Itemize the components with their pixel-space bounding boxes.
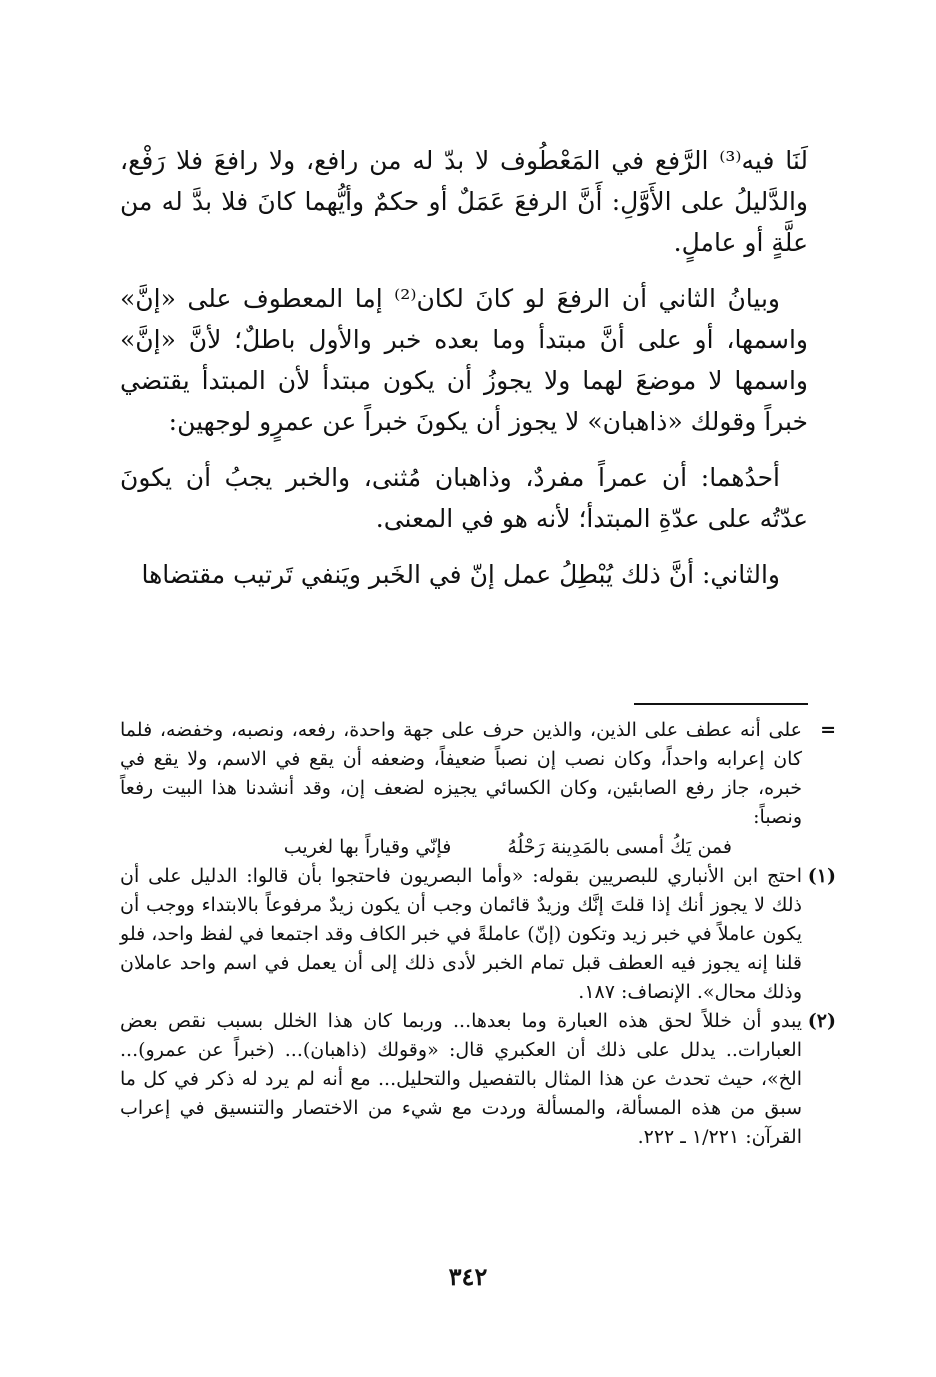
main-text: [120, 140, 808, 610]
footnote-continuation: [120, 716, 836, 832]
paragraph: وبيانُ الثاني أن الرفعَ لو كانَ لكان⁽²⁾ إما المعطوف على «إنَّ» واسمها، أو على أنَّ مبتدأ وما بعده خبر والأول باطلٌ؛ لأنَّ «إنَّ» واسمها لا موضعَ لهما ولا يجوزُ أن يكون مبتدأ لأن المبتدأ يقتضي خبراً وقولك «ذاهبان» لا يجوز أن يكونَ خبراً عن عمرٍو لوجهين:: [120, 284, 808, 436]
poetry-verse: [120, 832, 836, 862]
footnote-1: [120, 862, 836, 1007]
paragraph: لَنَا فيه⁽³⁾ الرَّفع في المَعْطُوف لا بدّ له من رافع، ولا رافعَ فلا رَفْع، والدَّليلُ على الأَوَّلِ: أَنَّ الرفعَ عَمَلٌ أو حكمٌ وأيُّهما كانَ فلا بدَّ له من علَّةٍ أو عاملٍ.: [120, 146, 808, 257]
paragraph: والثاني: أنَّ ذلك يُبْطِلُ عمل إنّ في الخَبر ويَنفي تَرتيب مقتضاها: [141, 560, 780, 589]
footnotes: [120, 716, 836, 1152]
page-number: ٣٤٢: [448, 1262, 488, 1291]
paragraph: أحدُهما: أن عمراً مفردٌ، وذاهبان مُثنى، والخبر يجبُ أن يكونَ عدّتُه على عدّةِ المبتدأ؛ لأنه هو في المعنى.: [120, 463, 808, 533]
verse-second-hemistich: فإنّي وقياراً بها لغريب: [283, 836, 452, 858]
footnote-text: احتج ابن الأنباري للبصريين بقوله: «وأما البصريون فاحتجوا بأن قالوا: الدليل على أن ذلك لا يجوز أنك إذا قلتَ إنَّك وزيدٌ قائمان وجب أن يكون زيدٌ مرفوعاً بالابتداء ووجب أن يكون عاملاً في خبر زيد وتكون (إنّ) عاملةً في خبر الكاف وقد اجتمعا في لفظ واحد، فلو قلنا إنه يجوز فيه العطف قبل تمام الخبر لأدى ذلك إلى أن يعمل في اسم واحد عاملان وذلك محال». الإنصاف: ١٨٧.: [120, 865, 802, 1003]
footnote-marker: (١): [807, 865, 836, 887]
footnote-separator: [634, 703, 808, 705]
footnote-2: [120, 1007, 836, 1152]
verse-first-hemistich: فمن يَكُ أمسى بالمَدِينة رَحْلُهُ: [507, 836, 732, 858]
footnote-text: على أنه عطف على الذين، والذين حرف على جهة واحدة، رفعه، ونصبه، وخفضه، فلما كان إعرابه واحداً، وكان نصب إن نصباً ضعيفاً، وضعفه أن يقع في الاسم، ولا يقع في خبره، جاز رفع الصابئين، وكان الكسائي يجيزه لضعف إن، وقد أنشدنا هذا البيت رفعاً ونصباً:: [120, 719, 803, 828]
footnote-marker: =: [820, 719, 836, 741]
footnote-text: يبدو أن خللاً لحق هذه العبارة وما بعدها... وربما كان هذا الخلل بسبب نقص بعض العبارات.. يدلل على ذلك أن العكبري قال: «وقولك (ذاهبان)... (خبراً عن عمرو)... الخ»، حيث تحدث عن هذا المثال بالتفصيل والتحليل... مع أنه لم يرد له ذكر في كل ما سبق من هذه المسألة، والمسألة وردت مع شيء من الاختصار والتنسيق في إعراب القرآن: ١/٢٢١ ـ ٢٢٢.: [120, 1010, 802, 1148]
footnote-marker: (٢): [807, 1010, 836, 1032]
